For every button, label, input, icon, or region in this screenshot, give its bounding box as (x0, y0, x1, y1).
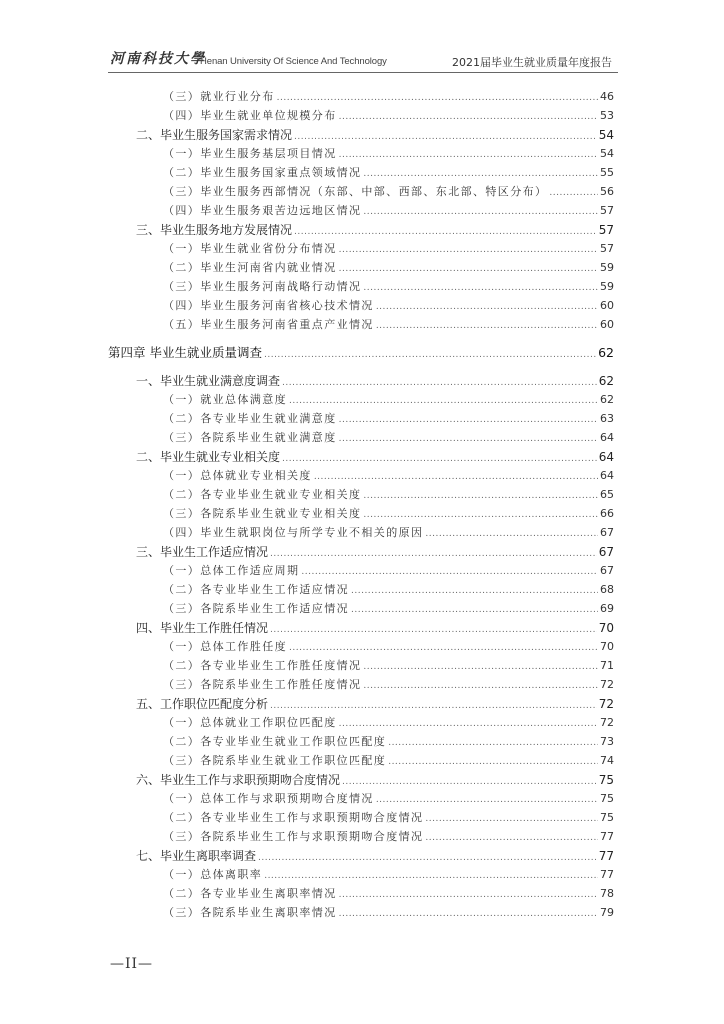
toc-section[interactable] (136, 620, 614, 636)
toc-leader-dots (301, 564, 598, 580)
toc-entry-title: 六、毕业生工作与求职预期吻合度情况 (136, 773, 341, 787)
toc-subsection[interactable] (163, 601, 614, 617)
toc-leader-dots (363, 507, 598, 523)
toc-leader-dots (282, 451, 597, 467)
toc-page-number: 67 (600, 564, 614, 577)
toc-page-number: 70 (600, 640, 614, 653)
toc-subsection[interactable] (163, 734, 614, 750)
toc-page-number: 63 (600, 412, 614, 425)
toc-page-number: 64 (598, 450, 614, 464)
toc-leader-dots (339, 906, 598, 922)
toc-leader-dots (270, 622, 597, 638)
toc-entry-title: （四）毕业生就职岗位与所学专业不相关的原因 (163, 526, 424, 539)
toc-subsection[interactable] (163, 241, 614, 257)
toc-entry-title: （二）各专业毕业生工作与求职预期吻合度情况 (163, 811, 424, 824)
toc-leader-dots (339, 109, 598, 125)
toc-subsection[interactable] (163, 184, 614, 200)
toc-subsection[interactable] (163, 468, 614, 484)
toc-page-number: 73 (600, 735, 614, 748)
toc-entry-title: 五、工作职位匹配度分析 (136, 697, 269, 711)
toc-entry-title: （二）各专业毕业生就业专业相关度 (163, 488, 362, 501)
toc-page-number: 59 (600, 280, 614, 293)
toc-entry-title: （一）总体离职率 (163, 868, 263, 881)
toc-page-number: 46 (600, 90, 614, 103)
toc-entry-title: （二）毕业生河南省内就业情况 (163, 261, 337, 274)
toc-page-number: 72 (600, 716, 614, 729)
toc-leader-dots (339, 887, 598, 903)
toc-page-number: 60 (600, 318, 614, 331)
toc-page-number: 57 (598, 223, 614, 237)
toc-entry-title: （一）就业总体满意度 (163, 393, 287, 406)
toc-page-number: 68 (600, 583, 614, 596)
toc-page-number: 69 (600, 602, 614, 615)
toc-page-number: 62 (598, 374, 614, 388)
toc-subsection[interactable] (163, 411, 614, 427)
page-header (108, 46, 618, 73)
toc-leader-dots (425, 811, 598, 827)
toc-entry-title: 第四章 毕业生就业质量调查 (108, 345, 262, 360)
toc-subsection[interactable] (163, 563, 614, 579)
toc-entry-title: （一）总体工作适应周期 (163, 564, 300, 577)
toc-leader-dots (425, 526, 598, 542)
toc-entry-title: （一）总体就业工作职位匹配度 (163, 716, 337, 729)
toc-leader-dots (363, 280, 598, 296)
toc-entry-title: （四）毕业生服务河南省核心技术情况 (163, 299, 374, 312)
toc-page-number: 70 (598, 621, 614, 635)
toc-leader-dots (425, 830, 598, 846)
toc-subsection[interactable] (163, 317, 614, 333)
toc-leader-dots (282, 375, 597, 391)
toc-leader-dots (264, 347, 596, 363)
toc-leader-dots (339, 431, 598, 447)
toc-page-number: 75 (600, 792, 614, 805)
toc-page-number: 62 (598, 345, 614, 360)
toc-subsection[interactable] (163, 89, 614, 105)
toc-page-number: 55 (600, 166, 614, 179)
toc-leader-dots (314, 469, 598, 485)
toc-entry-title: 二、毕业生服务国家需求情况 (136, 128, 293, 142)
toc-subsection[interactable] (163, 810, 614, 826)
toc-entry-title: （三）各院系毕业生就业工作职位匹配度 (163, 754, 387, 767)
toc-page-number: 67 (598, 545, 614, 559)
toc-leader-dots (264, 868, 598, 884)
toc-entry-title: 一、毕业生就业满意度调查 (136, 374, 281, 388)
toc-subsection[interactable] (163, 487, 614, 503)
toc-subsection[interactable] (163, 658, 614, 674)
toc-page-number: 75 (600, 811, 614, 824)
toc-entry-title: （一）毕业生就业省份分布情况 (163, 242, 337, 255)
toc-entry-title: （三）各院系毕业生就业满意度 (163, 431, 337, 444)
toc-page-number: 65 (600, 488, 614, 501)
toc-subsection[interactable] (163, 525, 614, 541)
university-logo: 河南科技大學 (110, 51, 206, 67)
toc-leader-dots (339, 412, 598, 428)
toc-page-number: 78 (600, 887, 614, 900)
toc-entry-title: （二）各专业毕业生工作胜任度情况 (163, 659, 362, 672)
toc-entry-title: （三）就业行业分布 (163, 90, 275, 103)
toc-leader-dots (388, 735, 598, 751)
toc-section[interactable] (136, 772, 614, 788)
toc-section[interactable] (136, 449, 614, 465)
toc-entry-title: 二、毕业生就业专业相关度 (136, 450, 281, 464)
toc-subsection[interactable] (163, 582, 614, 598)
toc-entry-title: 七、毕业生离职率调查 (136, 849, 257, 863)
toc-entry-title: （三）毕业生服务西部情况（东部、中部、西部、东北部、特区分布） (163, 185, 548, 198)
toc-subsection[interactable] (163, 791, 614, 807)
toc-page-number: 60 (600, 299, 614, 312)
toc-entry-title: （二）各专业毕业生工作适应情况 (163, 583, 349, 596)
toc-entry-title: 三、毕业生服务地方发展情况 (136, 223, 293, 237)
toc-subsection[interactable] (163, 506, 614, 522)
toc-section[interactable] (136, 127, 614, 143)
toc-page-number: 75 (598, 773, 614, 787)
toc-entry-title: （四）毕业生服务艰苦边远地区情况 (163, 204, 362, 217)
toc-subsection[interactable] (163, 260, 614, 276)
toc-leader-dots (294, 129, 597, 145)
toc-entry-title: （二）毕业生服务国家重点领域情况 (163, 166, 362, 179)
toc-leader-dots (289, 640, 598, 656)
toc-subsection[interactable] (163, 905, 614, 921)
toc-page-number: 56 (600, 185, 614, 198)
toc-leader-dots (363, 166, 598, 182)
toc-subsection[interactable] (163, 886, 614, 902)
toc-section[interactable] (136, 222, 614, 238)
toc-entry-title: （四）毕业生就业单位规模分布 (163, 109, 337, 122)
toc-page-number: 64 (600, 469, 614, 482)
toc-leader-dots (376, 299, 598, 315)
toc-leader-dots (363, 659, 598, 675)
toc-leader-dots (289, 393, 598, 409)
toc-subsection[interactable] (163, 146, 614, 162)
toc-leader-dots (376, 318, 598, 334)
toc-leader-dots (549, 185, 598, 201)
toc-entry-title: （三）各院系毕业生就业专业相关度 (163, 507, 362, 520)
toc-page-number: 53 (600, 109, 614, 122)
toc-leader-dots (363, 204, 598, 220)
toc-subsection[interactable] (163, 715, 614, 731)
toc-entry-title: （三）各院系毕业生工作胜任度情况 (163, 678, 362, 691)
toc-entry-title: （三）毕业生服务河南战略行动情况 (163, 280, 362, 293)
toc-leader-dots (376, 792, 598, 808)
toc-page-number: 64 (600, 431, 614, 444)
toc-entry-title: （五）毕业生服务河南省重点产业情况 (163, 318, 374, 331)
toc-page-number: 62 (600, 393, 614, 406)
toc-page-number: 77 (600, 868, 614, 881)
toc-subsection[interactable] (163, 753, 614, 769)
toc-page-number: 74 (600, 754, 614, 767)
toc-leader-dots (342, 774, 597, 790)
toc-subsection[interactable] (163, 430, 614, 446)
toc-subsection[interactable] (163, 867, 614, 883)
toc-leader-dots (270, 546, 597, 562)
toc-page-number: 57 (600, 204, 614, 217)
toc-page-number: 66 (600, 507, 614, 520)
toc-page-number: 54 (600, 147, 614, 160)
toc-page-number: 77 (600, 830, 614, 843)
toc-page-number: 72 (600, 678, 614, 691)
toc-section[interactable] (136, 544, 614, 560)
toc-page-number: 72 (598, 697, 614, 711)
toc-section[interactable] (136, 373, 614, 389)
toc-page-number: 67 (600, 526, 614, 539)
toc-subsection[interactable] (163, 298, 614, 314)
toc-entry-title: （二）各专业毕业生离职率情况 (163, 887, 337, 900)
toc-subsection[interactable] (163, 677, 614, 693)
toc-leader-dots (294, 224, 597, 240)
toc-entry-title: 四、毕业生工作胜任情况 (136, 621, 269, 635)
toc-leader-dots (339, 242, 598, 258)
toc-leader-dots (351, 602, 598, 618)
toc-leader-dots (363, 678, 598, 694)
toc-subsection[interactable] (163, 392, 614, 408)
toc-section[interactable] (136, 848, 614, 864)
toc-leader-dots (270, 698, 597, 714)
page-number: —II— (110, 956, 154, 972)
toc-leader-dots (339, 261, 598, 277)
toc-leader-dots (258, 850, 597, 866)
toc-entry-title: 三、毕业生工作适应情况 (136, 545, 269, 559)
toc-page-number: 57 (600, 242, 614, 255)
toc-entry-title: （一）毕业生服务基层项目情况 (163, 147, 337, 160)
toc-leader-dots (351, 583, 598, 599)
toc-entry-title: （三）各院系毕业生离职率情况 (163, 906, 337, 919)
toc-entry-title: （一）总体就业专业相关度 (163, 469, 312, 482)
toc-page-number: 59 (600, 261, 614, 274)
toc-subsection[interactable] (163, 165, 614, 181)
toc-subsection[interactable] (163, 829, 614, 845)
toc-entry-title: （二）各专业毕业生就业满意度 (163, 412, 337, 425)
toc-subsection[interactable] (163, 203, 614, 219)
toc-leader-dots (388, 754, 598, 770)
toc-entry-title: （三）各院系毕业生工作适应情况 (163, 602, 349, 615)
toc-page-number: 77 (598, 849, 614, 863)
toc-subsection[interactable] (163, 108, 614, 124)
toc-section[interactable] (136, 696, 614, 712)
toc-entry-title: （一）总体工作胜任度 (163, 640, 287, 653)
toc-entry-title: （二）各专业毕业生就业工作职位匹配度 (163, 735, 387, 748)
toc-leader-dots (363, 488, 598, 504)
toc-subsection[interactable] (163, 279, 614, 295)
toc-page-number: 79 (600, 906, 614, 919)
toc-page-number: 54 (598, 128, 614, 142)
toc-leader-dots (277, 90, 598, 106)
toc-page-number: 71 (600, 659, 614, 672)
toc-leader-dots (339, 716, 598, 732)
report-title: 2021届毕业生就业质量年度报告 (452, 56, 612, 69)
toc-subsection[interactable] (163, 639, 614, 655)
toc-chapter[interactable] (108, 345, 614, 361)
toc-entry-title: （三）各院系毕业生工作与求职预期吻合度情况 (163, 830, 424, 843)
toc-leader-dots (339, 147, 598, 163)
university-name-en: Henan University Of Science And Technology (200, 56, 387, 67)
toc-entry-title: （一）总体工作与求职预期吻合度情况 (163, 792, 374, 805)
